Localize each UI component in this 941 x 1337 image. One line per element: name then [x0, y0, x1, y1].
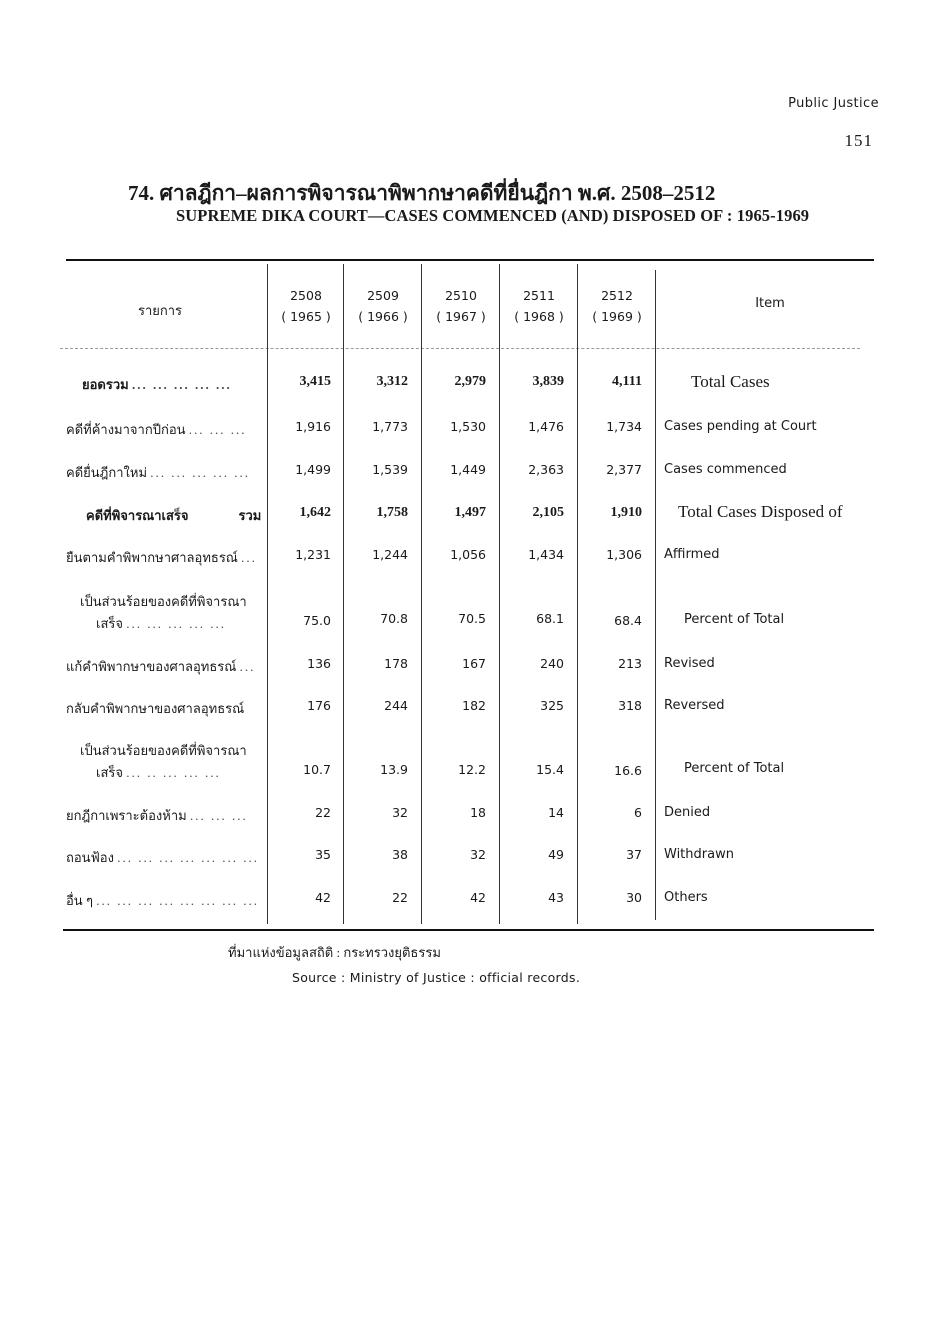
row-label-thai: คดีที่ค้างมาจากปีก่อน ... ... ...: [66, 422, 247, 437]
column-header: [503, 288, 575, 324]
row-label-thai: ถอนฟ้อง ... ... ... ... ... ... ...: [66, 850, 259, 865]
cell-value: 1,910: [610, 505, 642, 520]
cell-value: 3,415: [299, 374, 331, 389]
cell-value: 2,979: [454, 374, 486, 389]
column-header: [270, 288, 342, 324]
cell-value: 136: [307, 656, 331, 671]
row-label-thai: เป็นส่วนร้อยของคดีที่พิจารณา: [80, 594, 247, 609]
column-year-ad: ( 1965 ): [281, 309, 331, 324]
row-label-thai: ยืนตามคำพิพากษาศาลอุทธรณ์ ...: [66, 550, 257, 565]
cell-value: 22: [392, 890, 408, 905]
top-rule: [66, 259, 874, 261]
row-label-english: Affirmed: [664, 547, 720, 562]
row-label-thai-continued: เสร็จ ... ... ... ... ...: [96, 616, 226, 631]
cell-value: 10.7: [303, 762, 331, 777]
cell-value: 1,530: [450, 419, 486, 434]
column-year-be: 2511: [523, 288, 555, 303]
cell-value: 1,499: [295, 462, 331, 477]
cell-value: 4,111: [612, 374, 642, 389]
column-year-ad: ( 1966 ): [358, 309, 408, 324]
cell-value: 70.5: [458, 611, 486, 626]
column-header: [581, 288, 653, 324]
source-note-english: Source : Ministry of Justice : official records.: [292, 970, 581, 985]
column-year-ad: ( 1967 ): [436, 309, 486, 324]
row-label-english: Total Cases Disposed of: [678, 502, 843, 521]
row-label-english: Total Cases: [691, 372, 770, 391]
column-header: [347, 288, 419, 324]
table-row: [0, 805, 941, 835]
cell-value: 325: [540, 698, 564, 713]
cell-value: 1,449: [450, 462, 486, 477]
cell-value: 14: [548, 805, 564, 820]
cell-value: 1,244: [372, 547, 408, 562]
cell-value: 176: [307, 698, 331, 713]
table-title-english: SUPREME DIKA COURT—CASES COMMENCED (AND) DISPOSED OF : 1965-1969: [176, 206, 810, 225]
row-label-english: Others: [664, 890, 708, 905]
cell-value: 1,758: [376, 505, 408, 520]
cell-value: 1,306: [606, 547, 642, 562]
cell-value: 32: [470, 847, 486, 862]
column-year-be: 2512: [601, 288, 633, 303]
running-header: Public Justice: [788, 96, 879, 111]
table-row: [0, 547, 941, 577]
cell-value: 15.4: [536, 762, 564, 777]
row-label-english: Percent of Total: [684, 612, 785, 627]
cell-value: 12.2: [458, 762, 486, 777]
cell-value: 1,539: [372, 462, 408, 477]
cell-value: 3,312: [376, 374, 408, 389]
cell-value: 1,231: [295, 547, 331, 562]
cell-value: 49: [548, 847, 564, 862]
cell-value: 240: [540, 656, 564, 671]
cell-value: 37: [626, 847, 642, 862]
cell-value: 1,642: [299, 505, 331, 520]
row-label-thai: กลับคำพิพากษาของศาลอุทธรณ์: [66, 701, 245, 716]
cell-value: 13.9: [380, 762, 408, 777]
cell-value: 30: [626, 890, 642, 905]
cell-value: 1,916: [295, 419, 331, 434]
table-row: [0, 847, 941, 877]
cell-value: 42: [315, 890, 331, 905]
cell-value: 1,476: [528, 419, 564, 434]
row-label-thai-continued: เสร็จ ... .. ... ... ...: [96, 765, 221, 780]
cell-value: 75.0: [303, 613, 331, 628]
cell-value: 22: [315, 805, 331, 820]
cell-value: 38: [392, 847, 408, 862]
cell-value: 182: [462, 698, 486, 713]
page-number: 151: [844, 131, 873, 150]
cell-value: 167: [462, 656, 486, 671]
cell-value: 6: [634, 805, 642, 820]
cell-value: 42: [470, 890, 486, 905]
row-label-thai: ยกฎีกาเพราะต้องห้าม ... ... ...: [66, 808, 248, 823]
cell-value: 2,377: [606, 462, 642, 477]
cell-value: 213: [618, 656, 642, 671]
row-label-thai: แก้คำพิพากษาของศาลอุทธรณ์ ...: [66, 659, 256, 674]
cell-value: 1,497: [454, 505, 486, 520]
row-label-thai: คดียื่นฎีกาใหม่ ... ... ... ... ...: [66, 465, 251, 480]
table-row: [0, 698, 941, 728]
row-label-english: Revised: [664, 656, 715, 671]
cell-value: 318: [618, 698, 642, 713]
table-title-thai: 74. ศาลฎีกา–ผลการพิจารณาพิพากษาคดีที่ยื่นฎีกา พ.ศ. 2508–2512: [128, 181, 716, 205]
table-row: [0, 374, 941, 404]
cell-value: 68.4: [614, 613, 642, 628]
cell-value: 1,734: [606, 419, 642, 434]
table-row: [0, 890, 941, 920]
row-label-thai: เป็นส่วนร้อยของคดีที่พิจารณา: [80, 743, 247, 758]
cell-value: 178: [384, 656, 408, 671]
item-header: Item: [755, 296, 785, 311]
cell-value: 2,105: [532, 505, 564, 520]
table-row: [0, 502, 941, 535]
row-label-english: Withdrawn: [664, 847, 734, 862]
row-label-english: Reversed: [664, 698, 725, 713]
table-row: [0, 591, 941, 635]
cell-value: 244: [384, 698, 408, 713]
column-year-ad: ( 1969 ): [592, 309, 642, 324]
cell-value: 3,839: [532, 374, 564, 389]
cell-value: 1,434: [528, 547, 564, 562]
cell-value: 32: [392, 805, 408, 820]
row-label-thai: ยอดรวม ... ... ... ... ...: [82, 377, 232, 392]
bottom-rule: [63, 929, 874, 931]
column-year-be: 2510: [445, 288, 477, 303]
column-year-be: 2509: [367, 288, 399, 303]
cell-value: 43: [548, 890, 564, 905]
table-row: [0, 419, 941, 449]
cell-value: 70.8: [380, 611, 408, 626]
cell-value: 18: [470, 805, 486, 820]
table-row: [0, 656, 941, 686]
source-note-thai: ที่มาแห่งข้อมูลสถิติ : กระทรวงยุติธรรม: [228, 945, 441, 960]
column-year-ad: ( 1968 ): [514, 309, 564, 324]
row-label-thai: อื่น ๆ ... ... ... ... ... ... ... ...: [66, 893, 259, 908]
row-label-english: Cases commenced: [664, 462, 787, 477]
row-label-english: Cases pending at Court: [664, 419, 817, 434]
table-row: [0, 462, 941, 492]
cell-value: 1,056: [450, 547, 486, 562]
row-label-thai: คดีที่พิจารณาเสร็จ รวม: [86, 508, 262, 523]
cell-value: 35: [315, 847, 331, 862]
row-label-english: Percent of Total: [684, 761, 785, 776]
cell-value: 2,363: [528, 462, 564, 477]
column-year-be: 2508: [290, 288, 322, 303]
cell-value: 1,773: [372, 419, 408, 434]
cell-value: 68.1: [536, 611, 564, 626]
row-label-english: Denied: [664, 805, 711, 820]
cell-value: 16.6: [614, 763, 642, 778]
table-row: [0, 740, 941, 784]
stub-header: รายการ: [137, 303, 183, 318]
column-header: [425, 288, 497, 324]
header-dashed-rule: [60, 348, 860, 349]
